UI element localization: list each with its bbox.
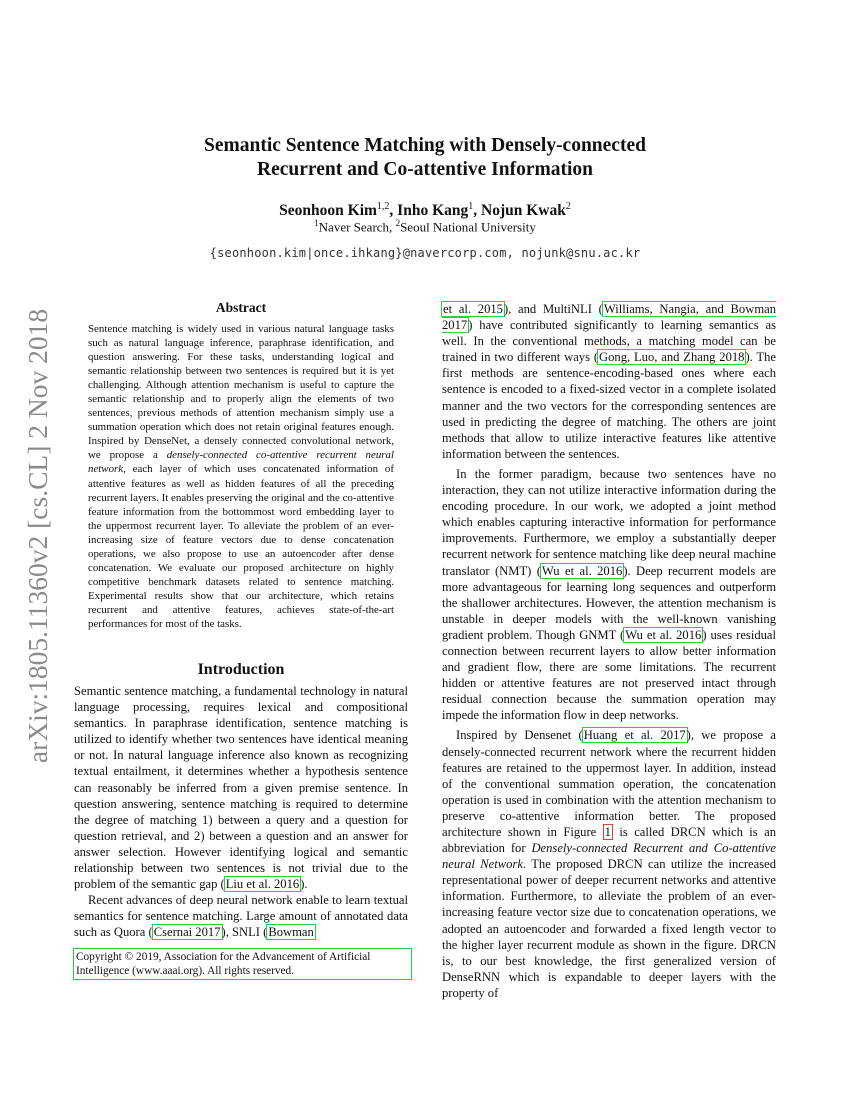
introduction-heading: Introduction [197,661,285,678]
title-line-2: Recurrent and Co-attentive Information [257,159,593,180]
paragraph [442,466,776,724]
affiliation-name: Seoul National University [400,219,536,235]
paragraph-text: In the former paradigm, because two sentences have no interaction, they can not utilize interactive information during the encoding procedure. In our work, we adopted a joint method which enables capturing interactive information for performance improvements. Furthermore, we employ a substantially deeper recurrent network for sentence matching like deep neural machine translator (NMT) ( [442,466,776,578]
right-column-body [442,301,776,1001]
author-name: , Inho Kang [389,202,469,220]
affiliation-mark: 2 [395,218,401,228]
paragraph-text: ). [300,877,308,892]
paragraph-text: Semantic sentence matching, a fundamental technology in natural language processing, requires lexical and compositional semantics. In paraphrase identification, sentence matching is utilized to identify whether two sentences have identical meaning or not. In natural language inference also known as recognizing textual entailment, it determines whether a hypothesis sentence can reasonably be inferred from a given premise sentence. In question answering, sentence matching is required to determine the degree of matching 1) between a query and a question for question retrieval, and 2) between a question and an answer for answer selection. However identifying logical and semantic relationship between two sentences is not trivial due to the problem of the semantic gap ( [74,684,408,892]
paper-title [150,134,700,182]
paragraph-text: is called DRCN which is an abbreviation for [442,825,776,856]
abstract-emphasis: densely-connected co-attentive recurrent neural network [88,449,394,476]
paragraph-text: ). The first methods are sentence-encoding-based ones where each sentence is encoded to a fixed-sized vector in a complete isolated manner and the two vectors for the corresponding sentences are used in predicting the degree of matching. The others are joint methods that allow to utilize interactive features like attentive information between the sentences. [442,350,776,461]
abstract-body [88,322,394,631]
citation-link[interactable]: Gong, Luo, and Zhang 2018 [599,350,745,365]
paragraph-text: ), SNLI ( [221,925,268,940]
paragraph [442,301,776,462]
author-affiliation-mark: 1 [468,201,474,212]
affiliation-mark: 1 [314,218,319,228]
affiliations [150,215,700,235]
paragraph-text: Recent advances of deep neural network enable to learn textual semantics for sentence matching. Large amount of annotated data such as Quora ( [74,893,408,940]
title-line-1: Semantic Sentence Matching with Densely-connected [204,135,646,156]
paragraph-text: Inspired by Densenet ( [456,728,583,743]
paragraph [74,683,408,892]
left-column-body [74,683,408,941]
author-affiliation-mark: 1,2 [376,201,390,212]
citation-link[interactable]: Huang et al. 2017 [583,728,686,743]
paragraph-text: . The proposed DRCN can utilize the increased representational power of deeper recurrent networks and attentive information. Furthermore, to alleviate the problem of an ever-increasing feature vector size due to concatenation operations, we adopted an autoencoder and forwarded a fixed length vector to the higher layer recurrent module as shown in the figure. DRCN is, to our best knowledge, the first generalized version of DenseRNN which is expandable to deeper layers with the property of [442,857,776,1000]
affiliation-name: Naver Search, [318,219,396,235]
paragraph [442,727,776,1001]
arxiv-identifier-stamp: arXiv:1805.11360v2 [cs.CL] 2 Nov 2018 [22,308,53,764]
citation-link[interactable]: et al. 2015 [443,302,503,316]
paragraph-text: ), and MultiNLI ( [503,302,603,316]
paragraph-text: ), we propose a densely-connected recurrent network where the recurrent hidden features are retained to the uppermost layer. In addition, instead of the conventional summation operation, the concatenation operation is used in combination with the attention mechanism to preserve co-attentive information better. The proposed architecture shown in Figure [442,728,776,839]
citation-link[interactable]: Williams, Nangia, and Bowman 2017 [442,302,777,333]
citation-link[interactable]: Wu et al. 2016 [541,563,623,578]
copyright-notice-link[interactable]: Copyright © 2019, Association for the Advancement of Artificial Intelligence (www.aaai.org). All rights reserved. [73,948,412,980]
paragraph-text: ) uses residual connection between recurrent layers to allow better information and gradient flow, there are some limitations. The recurrent hidden or attentive features are not preserved intact through residual connection because the summation operation may impede the information flow in deep networks. [442,627,777,723]
paragraph-text: ) have contributed significantly to learning semantics as well. In the conventional methods, a matching model can be trained in two different ways ( [442,318,776,365]
author-name: , Nojun Kwak [473,202,566,220]
abstract-text: , each layer of which uses concatenated information of attentive features as well as hidden features of all the preceding recurrent layers. It enables preserving the original and the co-attentive feature information from the bottommost word embedding layer to the uppermost recurrent layer. To alleviate the problem of an ever-increasing size of feature vectors due to dense concatenation operations, we also propose to use an autoencoder after dense concatenation. We evaluate our proposed architecture on highly competitive benchmark datasets related to sentence matching. Experimental results show that our architecture, which retains recurrent and attentive features, achieves state-of-the-art performances for most of the tasks. [88,463,394,630]
citation-link[interactable]: Liu et al. 2016 [225,877,300,892]
author-affiliation-mark: 2 [565,201,571,212]
abstract-text: Sentence matching is widely used in various natural language tasks such as natural language inference, paraphrase identification, and question answering. For these tasks, understanding logical and semantic relationship between two sentences is required but it is yet challenging. Although attention mechanism is useful to capture the semantic relationship and to properly align the elements of two sentences, previous methods of attention mechanism simply use a summation operation which does not retain original features enough. Inspired by DenseNet, a densely connected convolutional network, we propose a [88,323,394,462]
citation-link[interactable]: Wu et al. 2016 [625,627,702,642]
abstract-heading: Abstract [215,300,267,315]
citation-link[interactable]: Csernai 2017 [153,925,221,940]
paragraph [74,892,408,940]
author-emails: {seonhoon.kim|once.ihkang}@navercorp.com, nojunk@snu.ac.kr [209,246,641,260]
author-name: Seonhoon Kim [279,202,377,220]
figure-reference-link[interactable]: 1 [604,825,611,839]
citation-link[interactable]: Bowman [268,925,314,940]
paragraph-text: ). Deep recurrent models are more advantageous for learning long sequences and outperform the shallower architectures. However, the attention mechanism is unstable in deeper models with the well-known vanishing gradient problem. Though GNMT ( [442,563,777,642]
paragraph-emphasis: Densely-connected Recurrent and Co-attentive neural Network [442,841,776,872]
